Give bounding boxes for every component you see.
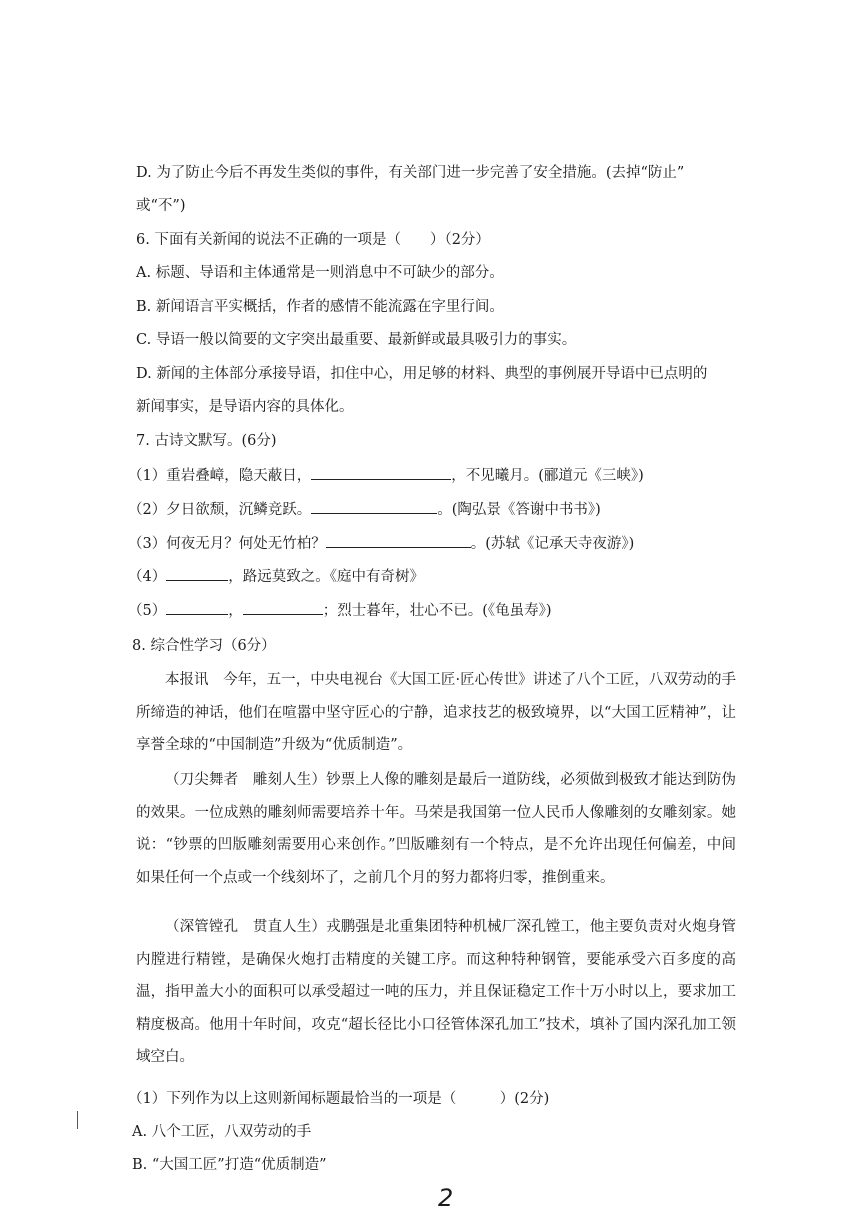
q7-item-5-separator: ， bbox=[228, 603, 243, 619]
q7-item-2-suffix: 。(陶弘景《答谢中书书》) bbox=[437, 502, 601, 518]
q8-option-b: B. “大国工匠”打造“优质制造” bbox=[132, 1157, 327, 1173]
q5-option-d-line2: 或“不”) bbox=[136, 198, 186, 214]
q7-item-2-prefix: （2）夕日欲颓，沉鳞竞跃。 bbox=[128, 502, 312, 518]
q7-item-4-prefix: （4） bbox=[128, 569, 167, 585]
q8-stem: 8. 综合性学习（6分） bbox=[132, 638, 276, 654]
q6-option-d-line1: D. 新闻的主体部分承接导语，扣住中心，用足够的材料、典型的事例展开导语中已点明的 bbox=[136, 366, 708, 382]
q7-item-3-suffix: 。(苏轼《记承天寺夜游》) bbox=[470, 536, 635, 552]
q7-item-1 bbox=[128, 465, 644, 486]
q7-item-2 bbox=[128, 499, 601, 520]
q7-item-5-blank-1[interactable] bbox=[166, 605, 228, 615]
q7-item-5 bbox=[128, 601, 552, 621]
q7-item-3 bbox=[128, 533, 634, 554]
q8-news-paragraph-1: 本报讯 今年，五一，中央电视台《大国工匠·匠心传世》讲述了八个工匠，八双劳动的手所缔造的神话，他们在喧嚣中坚守匠心的宁静，追求技艺的极致境界，以“大国工匠精神”，让享誉全球的“中国制造”升级为“优质制造”。 bbox=[136, 672, 736, 754]
q6-option-d-line2: 新闻事实，是导语内容的具体化。 bbox=[136, 399, 354, 415]
q6-stem: 6. 下面有关新闻的说法不正确的一项是（ ）（2分） bbox=[136, 232, 490, 248]
q6-option-a: A. 标题、导语和主体通常是一则消息中不可缺少的部分。 bbox=[136, 265, 504, 281]
q8-news-paragraph-3: （深管镗孔 贯直人生）戎鹏强是北重集团特种机械厂深孔镗工，他主要负责对火炮身管内膛进行精镗，是确保火炮打击精度的关键工序。而这种特种钢管，要能承受六百多度的高温，指甲盖大小的面积可以承受超过一吨的压力，并且保证稳定工作十万小时以上，要求加工精度极高。他用十年时间，攻克“超长径比小口径管体深孔加工”技术，填补了国内深孔加工领域空白。 bbox=[136, 919, 736, 1066]
scan-mark bbox=[77, 1111, 78, 1129]
q7-item-2-blank[interactable] bbox=[311, 499, 437, 514]
q7-item-5-suffix: ；烈士暮年，壮心不已。(《龟虽寿》) bbox=[322, 603, 552, 619]
q8-news-paragraph-2: （刀尖舞者 雕刻人生）钞票上人像的雕刻是最后一道防线，必须做到极致才能达到防伪的效果。一位成熟的雕刻师需要培养十年。马荣是我国第一位人民币人像雕刻的女雕刻家。她说：“钞票的凹版雕刻需要用心来创作。”凹版雕刻有一个特点，是不允许出现任何偏差，中间如果任何一个点或一个线刻坏了，之前几个月的努力都将归零，推倒重来。 bbox=[136, 772, 736, 886]
q7-item-5-blank-2[interactable] bbox=[243, 605, 323, 615]
q7-item-1-blank[interactable] bbox=[311, 465, 451, 480]
q7-stem: 7. 古诗文默写。(6分) bbox=[136, 433, 277, 449]
q7-item-5-prefix: （5） bbox=[128, 603, 167, 619]
q7-item-1-prefix: （1）重岩叠嶂，隐天蔽日， bbox=[128, 468, 312, 484]
q7-item-3-blank[interactable] bbox=[326, 533, 471, 548]
q8-sub-question-1: （1）下列作为以上这则新闻标题最恰当的一项是（ ）(2分) bbox=[128, 1091, 550, 1107]
page-number: 2 bbox=[438, 1184, 454, 1212]
q7-item-1-suffix: ，不见曦月。(郦道元《三峡》) bbox=[451, 468, 644, 484]
q6-option-b: B. 新闻语言平实概括，作者的感情不能流露在字里行间。 bbox=[136, 299, 504, 315]
q8-option-a: A. 八个工匠，八双劳动的手 bbox=[132, 1124, 312, 1140]
q6-option-c: C. 导语一般以简要的文字突出最重要、最新鲜或最具吸引力的事实。 bbox=[136, 332, 577, 348]
q7-item-4-blank[interactable] bbox=[166, 571, 228, 581]
q5-option-d-line1: D. 为了防止今后不再发生类似的事件，有关部门进一步完善了安全措施。(去掉“防止” bbox=[136, 165, 685, 181]
q7-item-3-prefix: （3）何夜无月？何处无竹柏？ bbox=[128, 536, 326, 552]
q7-item-4-suffix: ，路远莫致之。《庭中有奇树》 bbox=[228, 569, 424, 585]
q7-item-4 bbox=[128, 567, 424, 587]
